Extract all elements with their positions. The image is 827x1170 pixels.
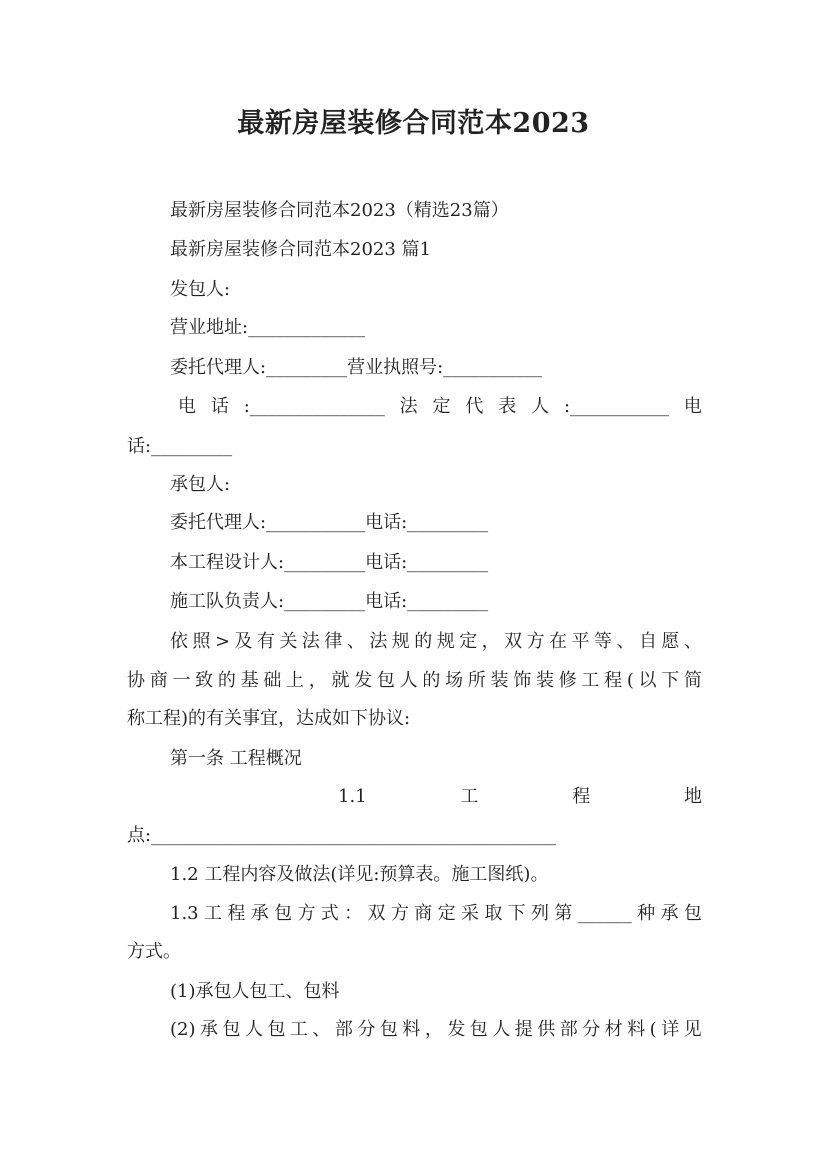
designer-line: 本工程设计人:_________电话:_________: [170, 552, 489, 573]
text-char: 、: [346, 631, 365, 652]
text-char: 定: [432, 396, 451, 417]
text-char: 双: [504, 631, 523, 652]
text-char: 、: [616, 631, 635, 652]
phone-legal-rep-line: [178, 398, 702, 416]
text-char: 发: [447, 1019, 466, 1040]
business-address-line: 营业地址:_____________: [170, 317, 366, 338]
text-char: 下: [661, 670, 680, 691]
text-char: 人: [492, 1019, 511, 1040]
basis-paragraph-line3: 称工程)的有关事宜，达成如下协议:: [127, 708, 411, 729]
text-char: 种: [637, 903, 656, 924]
text-char: 以: [638, 670, 657, 691]
text-char: 础: [263, 670, 282, 691]
text-char: 包: [222, 1019, 241, 1040]
text-char: 包: [274, 903, 293, 924]
text-char: 在: [549, 631, 568, 652]
text-char: 商: [149, 670, 168, 691]
text-char: 法: [369, 631, 388, 652]
text-char: 工: [460, 786, 479, 807]
text-char: 方: [297, 903, 316, 924]
text-char: 法: [399, 396, 418, 417]
article-heading: 第一条 工程概况: [170, 748, 302, 769]
text-char: 平: [571, 631, 590, 652]
text-char: 包: [267, 1019, 286, 1040]
crew-leader-line: 施工队负责人:_________电话:_________: [170, 591, 489, 612]
text-char: 取: [484, 903, 503, 924]
text-char: 基: [240, 670, 259, 691]
text-char: 见: [683, 1019, 702, 1040]
text-char: 1.1: [338, 786, 367, 807]
text-char: 等: [594, 631, 612, 652]
text-char: 照: [192, 631, 211, 652]
text-char: 程: [604, 670, 623, 691]
clause-1-1-continuation: 点:_____________________________________________: [127, 825, 557, 846]
text-char: 场: [445, 670, 464, 691]
text-char: 代: [465, 396, 484, 417]
text-char: 料: [402, 1019, 421, 1040]
text-char: 双: [367, 903, 386, 924]
text-char: 人: [531, 396, 550, 417]
text-char: 地: [683, 786, 702, 807]
text-char: 1.3: [170, 903, 199, 924]
text-char: 采: [460, 903, 479, 924]
text-char: :_______________: [243, 396, 385, 417]
text-char: 、: [312, 1019, 331, 1040]
text-char: 关: [279, 631, 298, 652]
text-char: 包: [379, 1019, 398, 1040]
text-char: 法: [301, 631, 320, 652]
text-char: ：: [344, 903, 363, 924]
clause-1-3-continuation: 方式。: [127, 941, 181, 962]
text-char: (: [626, 670, 634, 691]
clause-1-2-line: 1.2 工程内容及做法(详见:预算表。施工图纸)。: [170, 864, 549, 885]
text-char: 分: [357, 1019, 376, 1040]
text-char: ______: [577, 903, 632, 924]
document-title: 最新房屋装修合同范本2023: [237, 108, 590, 139]
text-char: 程: [227, 903, 246, 924]
text-char: 商: [414, 903, 433, 924]
text-char: 发: [354, 670, 373, 691]
contractor-agent-line: 委托代理人:___________电话:_________: [170, 512, 489, 533]
text-char: 部: [559, 1019, 578, 1040]
text-char: 所: [467, 670, 486, 691]
text-char: 部: [334, 1019, 353, 1040]
text-char: 供: [537, 1019, 556, 1040]
text-char: 装: [535, 670, 554, 691]
text-char: 定: [437, 903, 456, 924]
text-char: 下: [507, 903, 526, 924]
text-char: :___________: [563, 396, 670, 417]
text-char: 包: [469, 1019, 488, 1040]
text-char: 人: [399, 670, 418, 691]
text-char: (: [649, 1019, 657, 1040]
text-char: 人: [244, 1019, 263, 1040]
clause-1-3-line: [170, 905, 702, 923]
text-char: 详: [661, 1019, 680, 1040]
text-char: 料: [627, 1019, 646, 1040]
text-char: >: [214, 631, 231, 652]
text-char: 工: [581, 670, 600, 691]
text-char: 一: [172, 670, 191, 691]
agent-license-line: 委托代理人:_________营业执照号:___________: [170, 357, 543, 378]
text-char: 话: [210, 396, 229, 417]
party-b-label: 承包人:: [170, 474, 231, 495]
text-char: 规: [391, 631, 410, 652]
text-char: 列: [531, 903, 550, 924]
text-char: 、: [683, 631, 702, 652]
text-char: 方: [526, 631, 545, 652]
text-char: 工: [289, 1019, 308, 1040]
text-char: 包: [376, 670, 395, 691]
text-char: 提: [514, 1019, 533, 1040]
clause-1-1-line: [338, 788, 702, 806]
text-char: 表: [498, 396, 517, 417]
party-a-label: 发包人:: [170, 279, 231, 300]
text-char: 自: [638, 631, 657, 652]
basis-paragraph-line2: [127, 672, 702, 690]
text-char: 规: [436, 631, 455, 652]
text-char: 装: [490, 670, 509, 691]
text-char: 电: [683, 396, 702, 417]
subtitle-line: 最新房屋装修合同范本2023（精选23篇）: [170, 200, 509, 221]
text-char: 上: [286, 670, 305, 691]
text-char: 饰: [513, 670, 532, 691]
text-char: ，: [308, 670, 327, 691]
text-char: 的: [414, 631, 433, 652]
text-char: 简: [684, 670, 702, 691]
text-char: 承: [199, 1019, 218, 1040]
text-char: 致: [195, 670, 214, 691]
text-char: 包: [683, 903, 702, 924]
text-char: 律: [324, 631, 343, 652]
text-char: 第: [554, 903, 573, 924]
text-char: 协: [127, 670, 145, 691]
phone-continuation: 话:_________: [127, 436, 233, 457]
text-char: 有: [256, 631, 275, 652]
text-char: 材: [604, 1019, 623, 1040]
text-char: 电: [178, 396, 196, 417]
text-char: ，: [424, 1019, 443, 1040]
text-char: (2): [170, 1019, 196, 1040]
text-char: 工: [204, 903, 222, 924]
text-char: 式: [320, 903, 339, 924]
text-char: 修: [558, 670, 577, 691]
section-heading: 最新房屋装修合同范本2023 篇1: [170, 239, 431, 260]
option-1-line: (1)承包人包工、包料: [170, 981, 340, 1002]
option-2-line: [170, 1021, 702, 1039]
text-char: 依: [170, 631, 188, 652]
text-char: 及: [234, 631, 253, 652]
text-char: 承: [660, 903, 679, 924]
text-char: 承: [250, 903, 269, 924]
text-char: ，: [481, 631, 500, 652]
text-char: 程: [572, 786, 591, 807]
text-char: 方: [390, 903, 409, 924]
text-char: 的: [422, 670, 441, 691]
text-char: 就: [331, 670, 350, 691]
basis-paragraph-line1: [170, 633, 702, 651]
text-char: 分: [582, 1019, 601, 1040]
text-char: 愿: [661, 631, 680, 652]
text-char: 的: [217, 670, 236, 691]
text-char: 定: [459, 631, 478, 652]
